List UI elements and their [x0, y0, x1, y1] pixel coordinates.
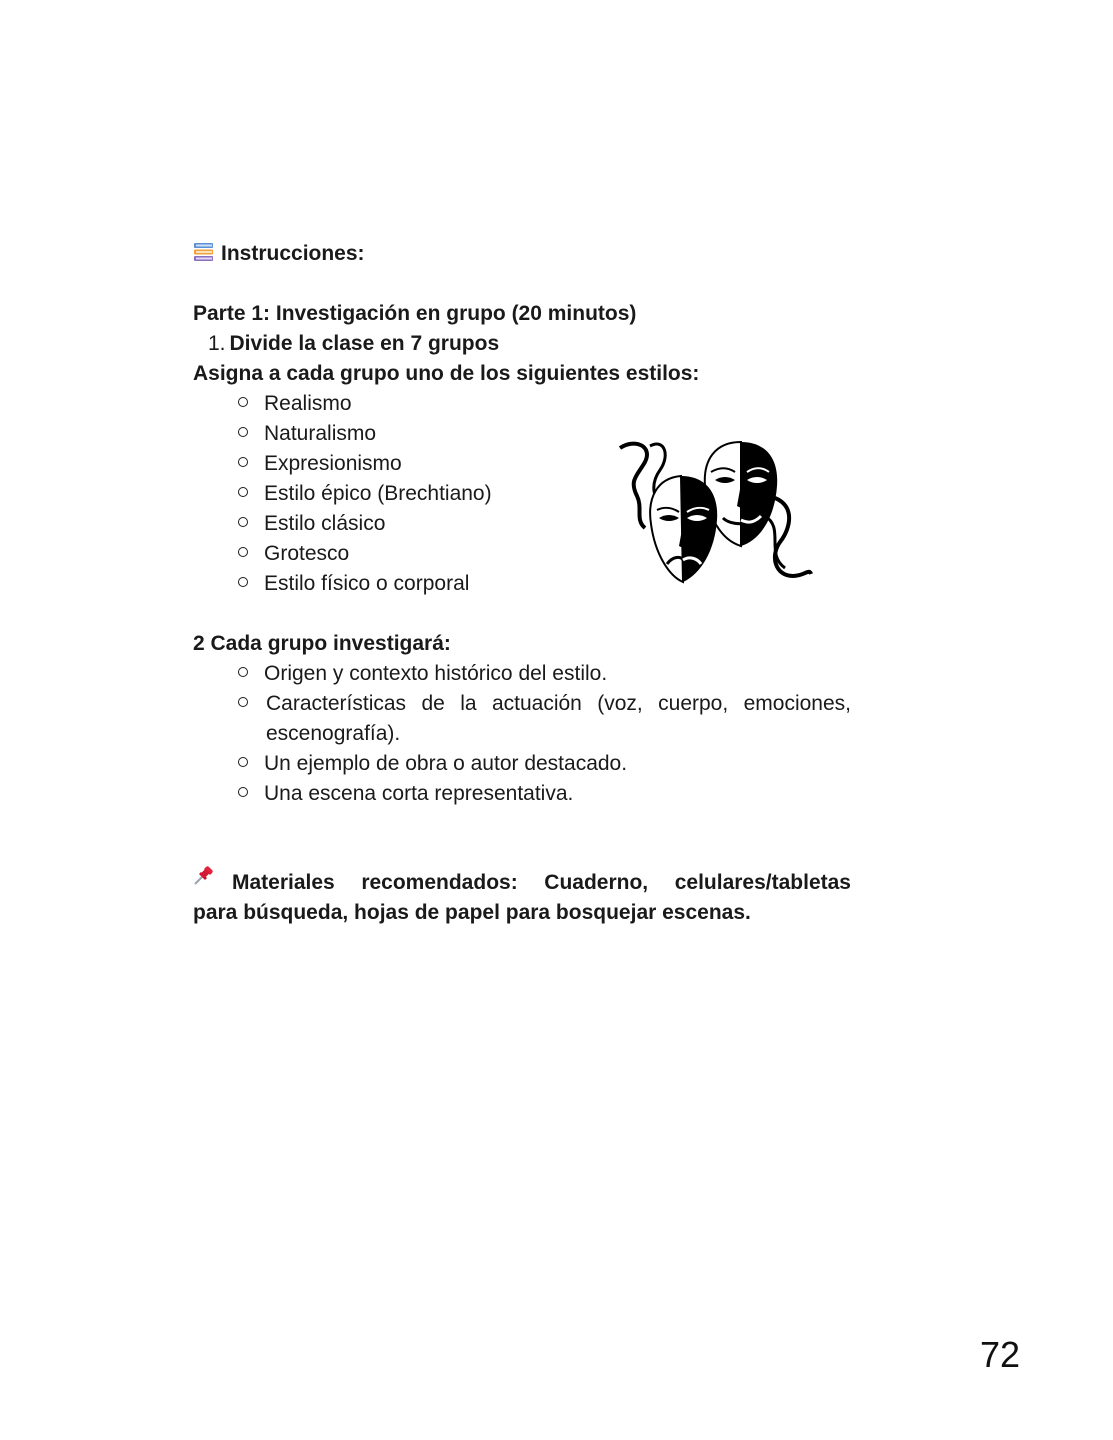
list-item-text-continued: escenografía).: [266, 722, 401, 745]
list-item: [238, 779, 573, 809]
materials-line-2: para búsqueda, hojas de papel para bosquejar escenas.: [193, 901, 751, 924]
list-item-text: Estilo clásico: [264, 512, 386, 535]
instructions-heading-text: Instrucciones:: [221, 242, 365, 265]
list-item: [238, 449, 402, 479]
list-item: [238, 569, 469, 599]
list-item-text: Un ejemplo de obra o autor destacado.: [264, 752, 628, 775]
instructions-heading: [193, 239, 365, 269]
materials-line-1: Materiales recomendados: Cuaderno, celulares/tabletas: [232, 871, 851, 894]
list-item-text: Origen y contexto histórico del estilo.: [264, 662, 608, 685]
bullet-icon: [238, 457, 248, 467]
list-item: [238, 509, 385, 539]
bullet-icon: [238, 577, 248, 587]
list-item-text: Grotesco: [264, 542, 350, 565]
part2-title: 2 Cada grupo investigará:: [193, 632, 451, 655]
list-item: [238, 539, 349, 569]
assign-text: Asigna a cada grupo uno de los siguientes estilos:: [193, 362, 700, 385]
books-icon: [193, 241, 215, 263]
list-item-text: Una escena corta representativa.: [264, 782, 574, 805]
step-text: Divide la clase en 7 grupos: [229, 332, 500, 355]
theater-masks-icon: [615, 436, 815, 586]
list-item: [238, 749, 627, 779]
list-item: [238, 389, 352, 419]
page-number: 72: [980, 1334, 1021, 1375]
bullet-icon: [238, 787, 248, 797]
list-item-text: Naturalismo: [264, 422, 377, 445]
bullet-icon: [238, 427, 248, 437]
list-item: [238, 689, 264, 719]
bullet-icon: [238, 517, 248, 527]
bullet-icon: [238, 667, 248, 677]
bullet-icon: [238, 487, 248, 497]
list-item: [238, 479, 492, 509]
list-item-text: Expresionismo: [264, 452, 402, 475]
list-item: [238, 419, 376, 449]
list-item-text: Estilo físico o corporal: [264, 572, 470, 595]
step-1: [208, 329, 499, 359]
step-number: 1.: [208, 332, 226, 355]
bullet-icon: [238, 697, 248, 707]
list-item-text: Estilo épico (Brechtiano): [264, 482, 492, 505]
bullet-icon: [238, 547, 248, 557]
pushpin-icon: [193, 868, 215, 890]
bullet-icon: [238, 397, 248, 407]
bullet-icon: [238, 757, 248, 767]
list-item: [238, 659, 607, 689]
list-item-text: Realismo: [264, 392, 352, 415]
list-item-text: Características de la actuación (voz, cuerpo, emociones,: [266, 692, 851, 715]
part1-title: Parte 1: Investigación en grupo (20 minutos): [193, 302, 637, 325]
